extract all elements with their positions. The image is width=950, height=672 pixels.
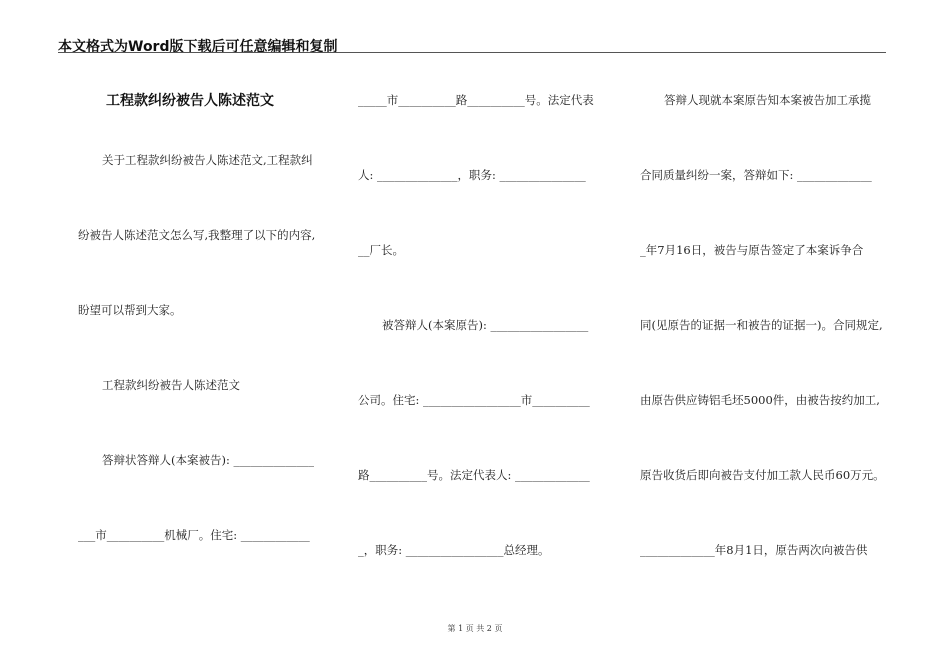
page-number: 第 1 页 共 2 页 [447, 624, 503, 633]
section-heading: 工程款纠纷被告人陈述范文 [102, 378, 240, 392]
paragraph-line: 盼望可以帮到大家。 [78, 303, 182, 317]
paragraph-line: 公司。住宅: _________________市__________ [358, 393, 590, 407]
document-header: 本文格式为Word版下载后可任意编辑和复制 [58, 39, 338, 55]
paragraph-line: 合同质量纠纷一案，答辩如下: _____________ [640, 168, 872, 182]
paragraph-line: 答辩状答辩人(本案被告): ______________ [102, 453, 315, 467]
paragraph-line: 被答辩人(本案原告): _________________ [382, 318, 589, 332]
paragraph-line: ___市__________机械厂。住宅: ____________ [78, 528, 310, 542]
paragraph-line: _____________年8月1日，原告两次向被告供 [640, 543, 868, 557]
paragraph-line: 答辩人现就本案原告知本案被告加工承揽 [664, 93, 871, 107]
paragraph-line: _年7月16日，被告与原告签定了本案诉争合 [640, 243, 864, 257]
paragraph-line: 原告收货后即向被告支付加工款人民币60万元。 [640, 468, 885, 482]
document-title: 工程款纠纷被告人陈述范文 [106, 93, 274, 109]
paragraph-line: 纷被告人陈述范文怎么写,我整理了以下的内容, [78, 228, 316, 242]
paragraph-line: 同(见原告的证据一和被告的证据一)。合同规定, [640, 318, 883, 332]
paragraph-line: _____市__________路__________号。法定代表 [358, 93, 594, 107]
paragraph-line: 由原告供应铸铝毛坯5000件，由被告按约加工, [640, 393, 880, 407]
paragraph-line: 人: ______________，职务: _______________ [358, 168, 586, 182]
paragraph-line: 关于工程款纠纷被告人陈述范文,工程款纠 [102, 153, 313, 167]
paragraph-line: __厂长。 [358, 243, 404, 257]
paragraph-line: _，职务: _________________总经理。 [358, 543, 550, 557]
paragraph-line: 路__________号。法定代表人: _____________ [358, 468, 590, 482]
header-divider [58, 52, 886, 53]
